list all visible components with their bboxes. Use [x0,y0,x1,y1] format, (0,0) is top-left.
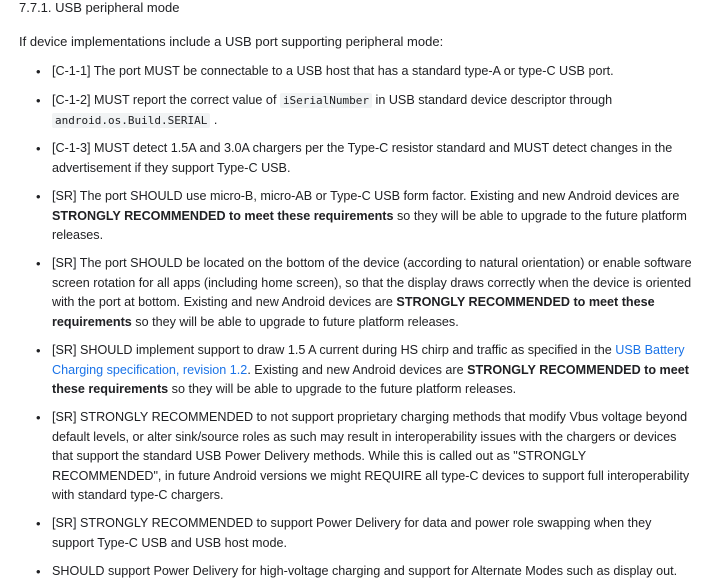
requirement-text [52,562,696,582]
text-run: so they will be able to upgrade to the future platform releases. [52,208,687,242]
text-run: so they will be able to upgrade to future platform releases. [131,314,459,329]
bullet-icon: • [36,564,41,579]
emphasis-text: STRONGLY RECOMMENDED to meet these requirements [52,362,689,396]
spec-link[interactable]: USB Battery Charging specification, revision 1.2 [52,343,685,377]
requirement-text [52,139,696,178]
list-item [36,341,696,400]
text-run: [SR] The port SHOULD be located on the bottom of the device (according to natural orientation) or enable software screen rotation for all apps (including home screen), so that the display draws correctly when the device is oriented with the port at bottom. Existing and new Android devices are [52,256,692,309]
text-run: SHOULD support Power Delivery for high-voltage charging and support for Alternate Modes such as display out. [52,564,678,578]
requirement-text [52,187,696,246]
bullet-icon: • [36,343,41,358]
text-run: [SR] The port SHOULD use micro-B, micro-AB or Type-C USB form factor. Existing and new Android devices are [52,189,680,203]
requirement-text [52,341,696,400]
list-item [36,408,696,506]
section-title: 7.7.1. USB peripheral mode [19,0,180,15]
requirement-text [52,408,696,506]
bullet-icon: • [36,189,41,204]
requirement-text [52,514,696,553]
text-run: . Existing and new Android devices are [247,362,468,377]
list-item [36,514,696,553]
text-run: [C-1-3] MUST detect 1.5A and 3.0A chargers per the Type-C resistor standard and MUST detect changes in the advertisement if they support Type-C USB. [52,141,673,175]
bullet-icon: • [36,410,41,425]
text-run: [SR] STRONGLY RECOMMENDED to not support proprietary charging methods that modify Vbus voltage beyond default levels, or alter sink/source roles as such may result in interoperability issues with the chargers or devices that support the standard USB Power Delivery methods. While this is called out as "STRONGLY RECOMMENDED", in future Android versions we might REQUIRE all type-C devices to support full interoperability with standard type-C chargers. [52,410,690,502]
bullet-icon: • [36,93,41,108]
text-run: [SR] SHOULD implement support to draw 1.5 A current during HS chirp and traffic as specified in the [52,343,616,357]
text-run: in USB standard device descriptor through [372,93,613,107]
emphasis-text: STRONGLY RECOMMENDED to meet these requirements [52,208,394,223]
inline-code: iSerialNumber [280,93,372,108]
list-item [36,254,696,332]
list-item [36,62,696,82]
list-item [36,187,696,246]
list-item [36,139,696,178]
requirement-text [52,62,696,82]
text-run: [SR] STRONGLY RECOMMENDED to support Power Delivery for data and power role swapping when they support Type-C USB and USB host mode. [52,516,652,550]
bullet-icon: • [36,256,41,271]
text-run: so they will be able to upgrade to the future platform releases. [168,382,517,396]
text-run: [C-1-2] MUST report the correct value of [52,93,280,107]
section-intro: If device implementations include a USB port supporting peripheral mode: [19,34,444,49]
emphasis-text: STRONGLY RECOMMENDED to meet these requirements [52,295,655,329]
text-run: [C-1-1] The port MUST be connectable to a USB host that has a standard type-A or type-C USB port. [52,64,614,78]
list-item [36,91,696,130]
bullet-icon: • [36,64,41,79]
inline-code: android.os.Build.SERIAL [52,113,210,128]
text-run: . [210,112,218,127]
list-item [36,562,696,582]
bullet-icon: • [36,141,41,156]
requirement-text [52,254,696,332]
bullet-icon: • [36,516,41,531]
requirement-text [52,91,696,130]
